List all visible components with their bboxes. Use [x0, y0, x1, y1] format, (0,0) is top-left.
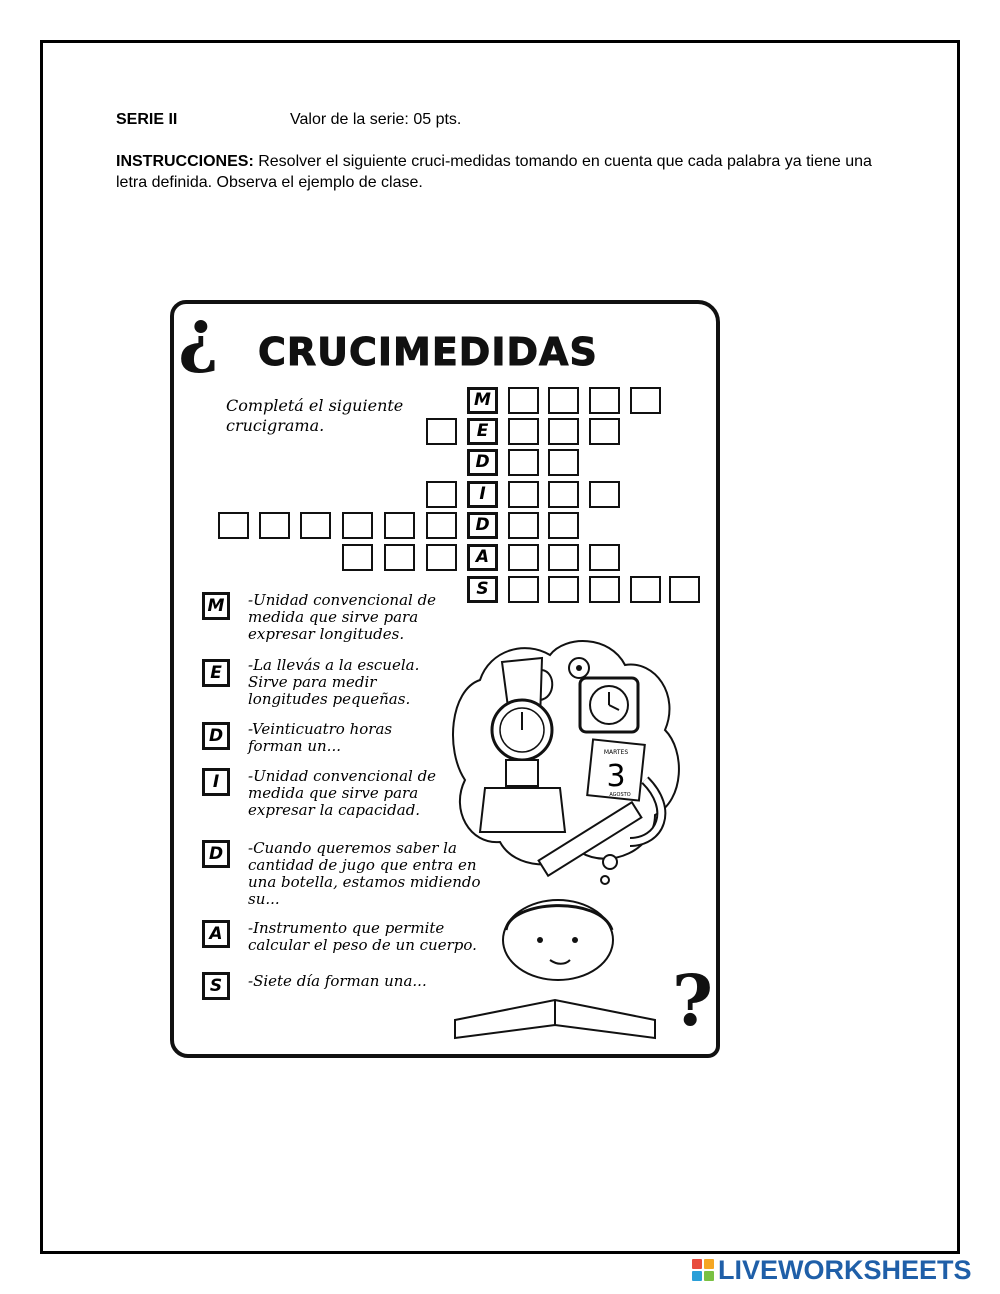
clue-letter-box: M [202, 592, 230, 620]
answer-cell[interactable] [630, 387, 661, 414]
answer-cell[interactable] [218, 512, 249, 539]
key-letter-cell: A [467, 544, 498, 571]
key-letter-cell: D [467, 449, 498, 476]
serie-line [116, 111, 462, 129]
clue-letter-box: E [202, 659, 230, 687]
answer-cell[interactable] [300, 512, 331, 539]
clue-letter-box: D [202, 840, 230, 868]
answer-cell[interactable] [342, 512, 373, 539]
answer-cell[interactable] [384, 512, 415, 539]
answer-cell[interactable] [548, 418, 579, 445]
clue-letter-box: S [202, 972, 230, 1000]
key-letter-cell: M [467, 387, 498, 414]
answer-cell[interactable] [548, 481, 579, 508]
measuring-objects-illustration [440, 580, 690, 1040]
answer-cell[interactable] [508, 512, 539, 539]
answer-cell[interactable] [548, 512, 579, 539]
brand-footer [692, 1253, 972, 1287]
answer-cell[interactable] [508, 544, 539, 571]
answer-cell[interactable] [508, 418, 539, 445]
answer-cell[interactable] [259, 512, 290, 539]
answer-cell[interactable] [548, 544, 579, 571]
answer-cell[interactable] [548, 449, 579, 476]
answer-cell[interactable] [508, 481, 539, 508]
key-letter-cell: E [467, 418, 498, 445]
serie-title: SERIE II [116, 111, 178, 128]
worksheet-title: CRUCIMEDIDAS [258, 330, 598, 374]
answer-cell[interactable] [508, 387, 539, 414]
answer-cell[interactable] [589, 387, 620, 414]
answer-cell[interactable] [589, 481, 620, 508]
clue-letter-box: I [202, 768, 230, 796]
answer-cell[interactable] [426, 544, 457, 571]
answer-cell[interactable] [589, 418, 620, 445]
answer-cell[interactable] [589, 544, 620, 571]
instructions [116, 151, 906, 193]
calendar-day-number: 3 [606, 759, 626, 794]
serie-value: Valor de la serie: 05 pts. [290, 111, 462, 128]
answer-cell[interactable] [342, 544, 373, 571]
scroll-curl-bottom-icon: ? [672, 959, 714, 1042]
answer-cell[interactable] [548, 387, 579, 414]
answer-cell[interactable] [384, 544, 415, 571]
clue-text: -Cuando queremos saber la cantidad de jugo que entra en una botella, estamos midiendo su... [248, 839, 481, 908]
key-letter-cell: D [467, 512, 498, 539]
clue-text: -Instrumento que permite calcular el peso de un cuerpo. [248, 919, 477, 954]
answer-cell[interactable] [426, 512, 457, 539]
clue-text: -Veinticuatro horas forman un... [248, 720, 393, 755]
brand-name: LIVEWORKSHEETS [718, 1254, 972, 1285]
worksheet-intro: Completá el siguiente crucigrama. [226, 396, 404, 435]
clue-text: -Unidad convencional de medida que sirve para expresar longitudes. [248, 591, 437, 643]
key-letter-cell: I [467, 481, 498, 508]
clue-text: -La llevás a la escuela. Sirve para medir longitudes pequeñas. [248, 656, 420, 708]
clue-letter-box: D [202, 722, 230, 750]
liveworksheets-logo-icon [692, 1259, 714, 1281]
answer-cell[interactable] [426, 418, 457, 445]
clue-text: -Siete día forman una... [248, 972, 427, 990]
instructions-label: INSTRUCCIONES: [116, 153, 254, 170]
instructions-text: Resolver el siguiente cruci-medidas tomando en cuenta que cada palabra ya tiene una letra definida. Observa el ejemplo de clase. [116, 153, 872, 191]
answer-cell[interactable] [426, 481, 457, 508]
calendar-day-name: MARTES [603, 749, 629, 756]
answer-cell[interactable] [508, 449, 539, 476]
calendar-month: AGOSTO [609, 792, 631, 798]
clue-letter-box: A [202, 920, 230, 948]
scroll-curl-top-icon: ¿ [178, 293, 220, 376]
key-letter-cell: S [467, 576, 498, 603]
clue-text: -Unidad convencional de medida que sirve para expresar la capacidad. [248, 767, 437, 819]
